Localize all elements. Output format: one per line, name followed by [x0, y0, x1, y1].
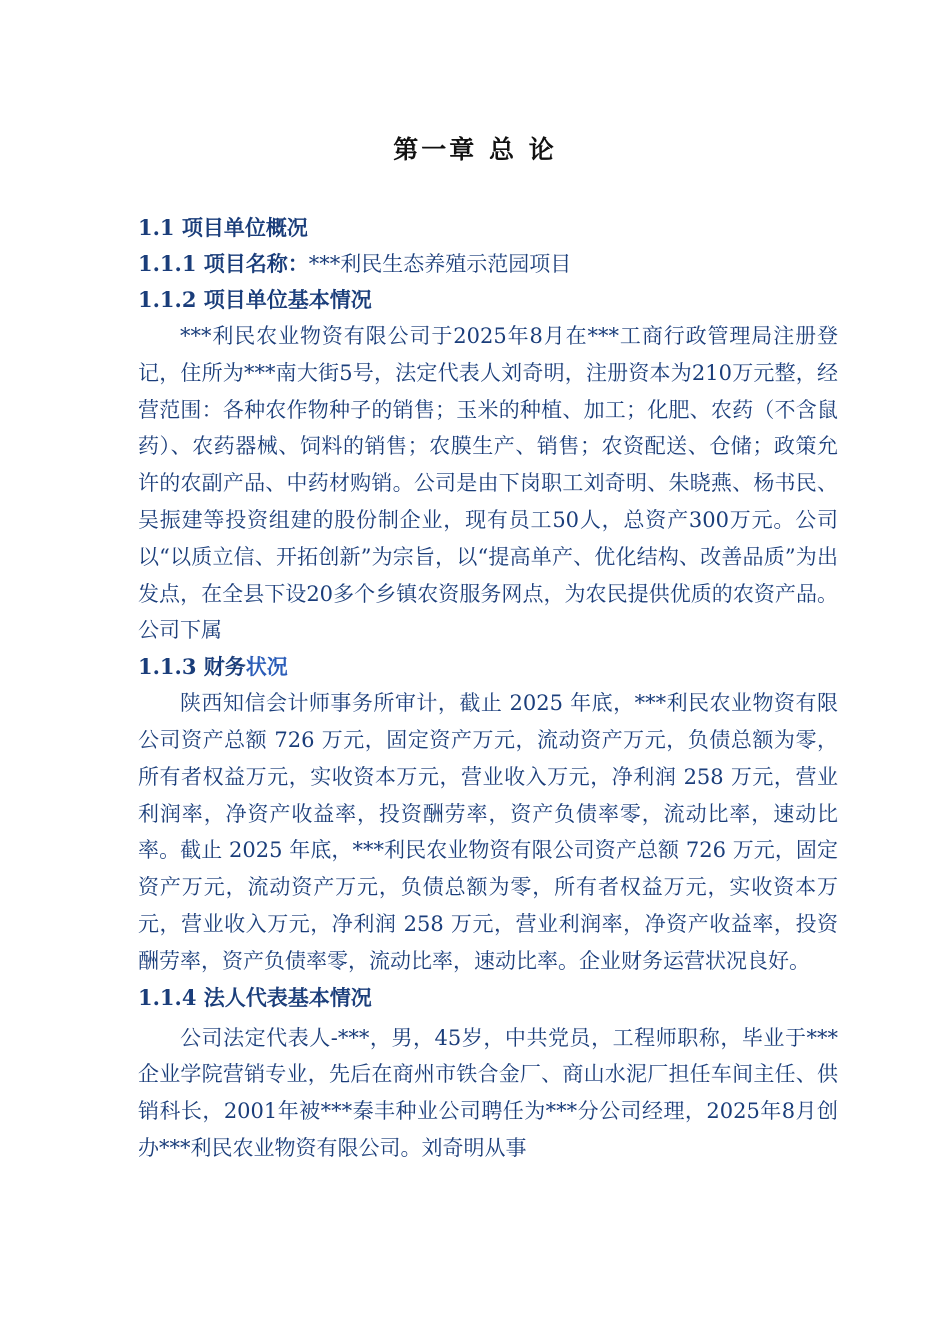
section-heading-1-1-1 — [138, 246, 838, 282]
project-name-label: 1.1.1 项目名称： — [138, 251, 309, 276]
finance-heading-prefix: 1.1.3 财务 — [138, 654, 246, 680]
section-heading-1-1: 1.1 项目单位概况 — [138, 215, 308, 240]
project-name-value: ***利民生态养殖示范园项目 — [308, 252, 572, 276]
finance-heading-suffix: 状况 — [245, 654, 288, 680]
paragraph-finance: 陕西知信会计师事务所审计，截止 2025 年底，***利民农业物资有限公司资产总额 726 万元，固定资产万元，流动资产万元，负债总额为零，所有者权益万元，实收资本万元，营业收入万元，净利润 258 万元，营业利润率，净资产收益率，投资酬劳率，资产负债率零，流动比率，速动比率。截止 2025 年底，***利民农业物资有限公司资产总额 726 万元，固定资产万元，流动资产万元，负债总额为零，所有者权益万元，实收资本万元，营业收入万元，净利润 258 万元，营业利润率，净资产收益率，投资酬劳率，资产负债率零，流动比率，速动比率。企业财务运营状况良好。 — [138, 691, 838, 973]
paragraph-company-info: ***利民农业物资有限公司于2025年8月在***工商行政管理局注册登记，住所为***南大街5号，法定代表人刘奇明，注册资本为210万元整，经营范围：各种农作物种子的销售；玉米的种植、加工；化肥、农药（不含鼠药）、农药器械、饲料的销售；农膜生产、销售；农资配送、仓储；政策允许的农副产品、中药材购销。公司是由下岗职工刘奇明、朱晓燕、杨书民、吴振建等投资组建的股份制企业，现有员工50人，总资产300万元。公司以“以质立信、开拓创新”为宗旨，以“提高单产、优化结构、改善品质”为出发点，在全县下设20多个乡镇农资服务网点，为农民提供优质的农资产品。公司下属 — [138, 324, 838, 643]
section-heading-1-1-2: 1.1.2 项目单位基本情况 — [138, 287, 372, 312]
paragraph-legal-rep: 公司法定代表人-***，男，45岁，中共党员，工程师职称，毕业于***企业学院营销专业，先后在商州市铁合金厂、商山水泥厂担任车间主任、供销科长，2001年被***秦丰种业公司聘任为***分公司经理，2025年8月创办***利民农业物资有限公司。刘奇明从事 — [138, 1025, 838, 1160]
chapter-title: 第一章 总 论 — [393, 135, 557, 164]
document-body — [138, 210, 838, 1167]
section-heading-1-1-3 — [138, 649, 838, 685]
section-heading-1-1-4: 1.1.4 法人代表基本情况 — [138, 984, 372, 1010]
